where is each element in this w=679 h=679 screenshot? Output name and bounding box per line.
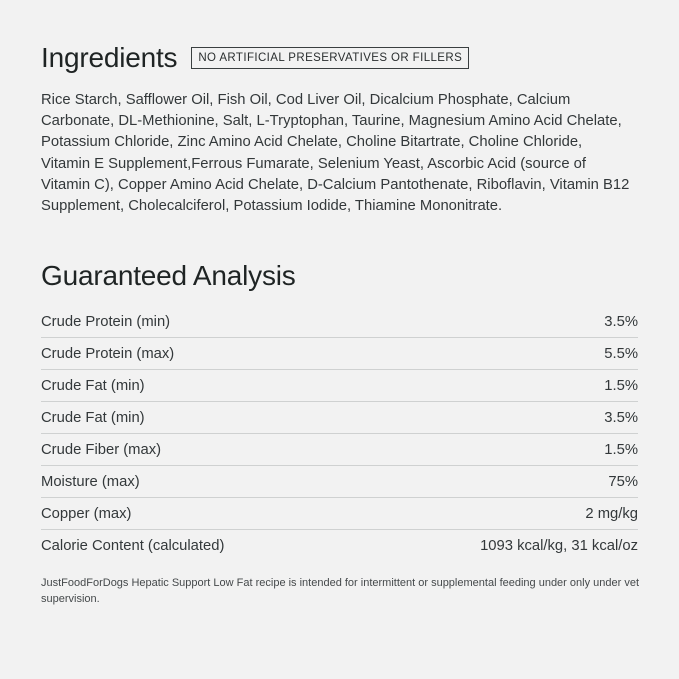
table-row [41,466,638,498]
row-value: 1.5% [604,441,638,458]
row-value: 3.5% [604,313,638,330]
row-value: 3.5% [604,409,638,426]
row-value: 75% [608,473,638,490]
table-row [41,306,638,338]
row-label: Crude Fat (min) [41,409,145,426]
table-row [41,338,638,370]
row-label: Calorie Content (calculated) [41,537,225,554]
ingredients-list: Rice Starch, Safflower Oil, Fish Oil, Cod Liver Oil, Dicalcium Phosphate, Calcium Carbonate, DL-Methionine, Salt, L-Tryptophan, Taurine, Magnesium Amino Acid Chelate, Potassium Chloride, Zinc Amino Acid Chelate, Choline Bitartrate, Choline Chloride, Vitamin E Supplement,Ferrous Fumarate, Selenium Yeast, Ascorbic Acid (source of Vitamin C), Copper Amino Acid Chelate, D-Calcium Pantothenate, Riboflavin, Vitamin B12 Supplement, Cholecalciferol, Potassium Iodide, Thiamine Mononitrate. [41,92,630,215]
feeding-footnote: JustFoodForDogs Hepatic Support Low Fat recipe is intended for intermittent or supplemental feeding under only under vet supervision. [41,577,639,605]
guaranteed-analysis-table [41,306,638,561]
row-value: 1.5% [604,377,638,394]
table-row [41,498,638,530]
table-row [41,434,638,466]
row-label: Copper (max) [41,505,132,522]
row-value: 5.5% [604,345,638,362]
ingredients-title: Ingredients [41,42,178,73]
no-preservatives-badge: NO ARTIFICIAL PRESERVATIVES OR FILLERS [191,47,469,69]
table-row [41,370,638,402]
row-label: Crude Protein (min) [41,313,171,330]
row-label: Crude Protein (max) [41,345,175,362]
row-label: Moisture (max) [41,473,140,490]
table-row [41,530,638,561]
row-label: Crude Fat (min) [41,377,145,394]
ingredients-header [41,42,469,74]
guaranteed-analysis-title: Guaranteed Analysis [41,260,296,291]
row-label: Crude Fiber (max) [41,441,162,458]
row-value: 2 mg/kg [585,505,638,522]
table-row [41,402,638,434]
row-value: 1093 kcal/kg, 31 kcal/oz [480,537,638,554]
